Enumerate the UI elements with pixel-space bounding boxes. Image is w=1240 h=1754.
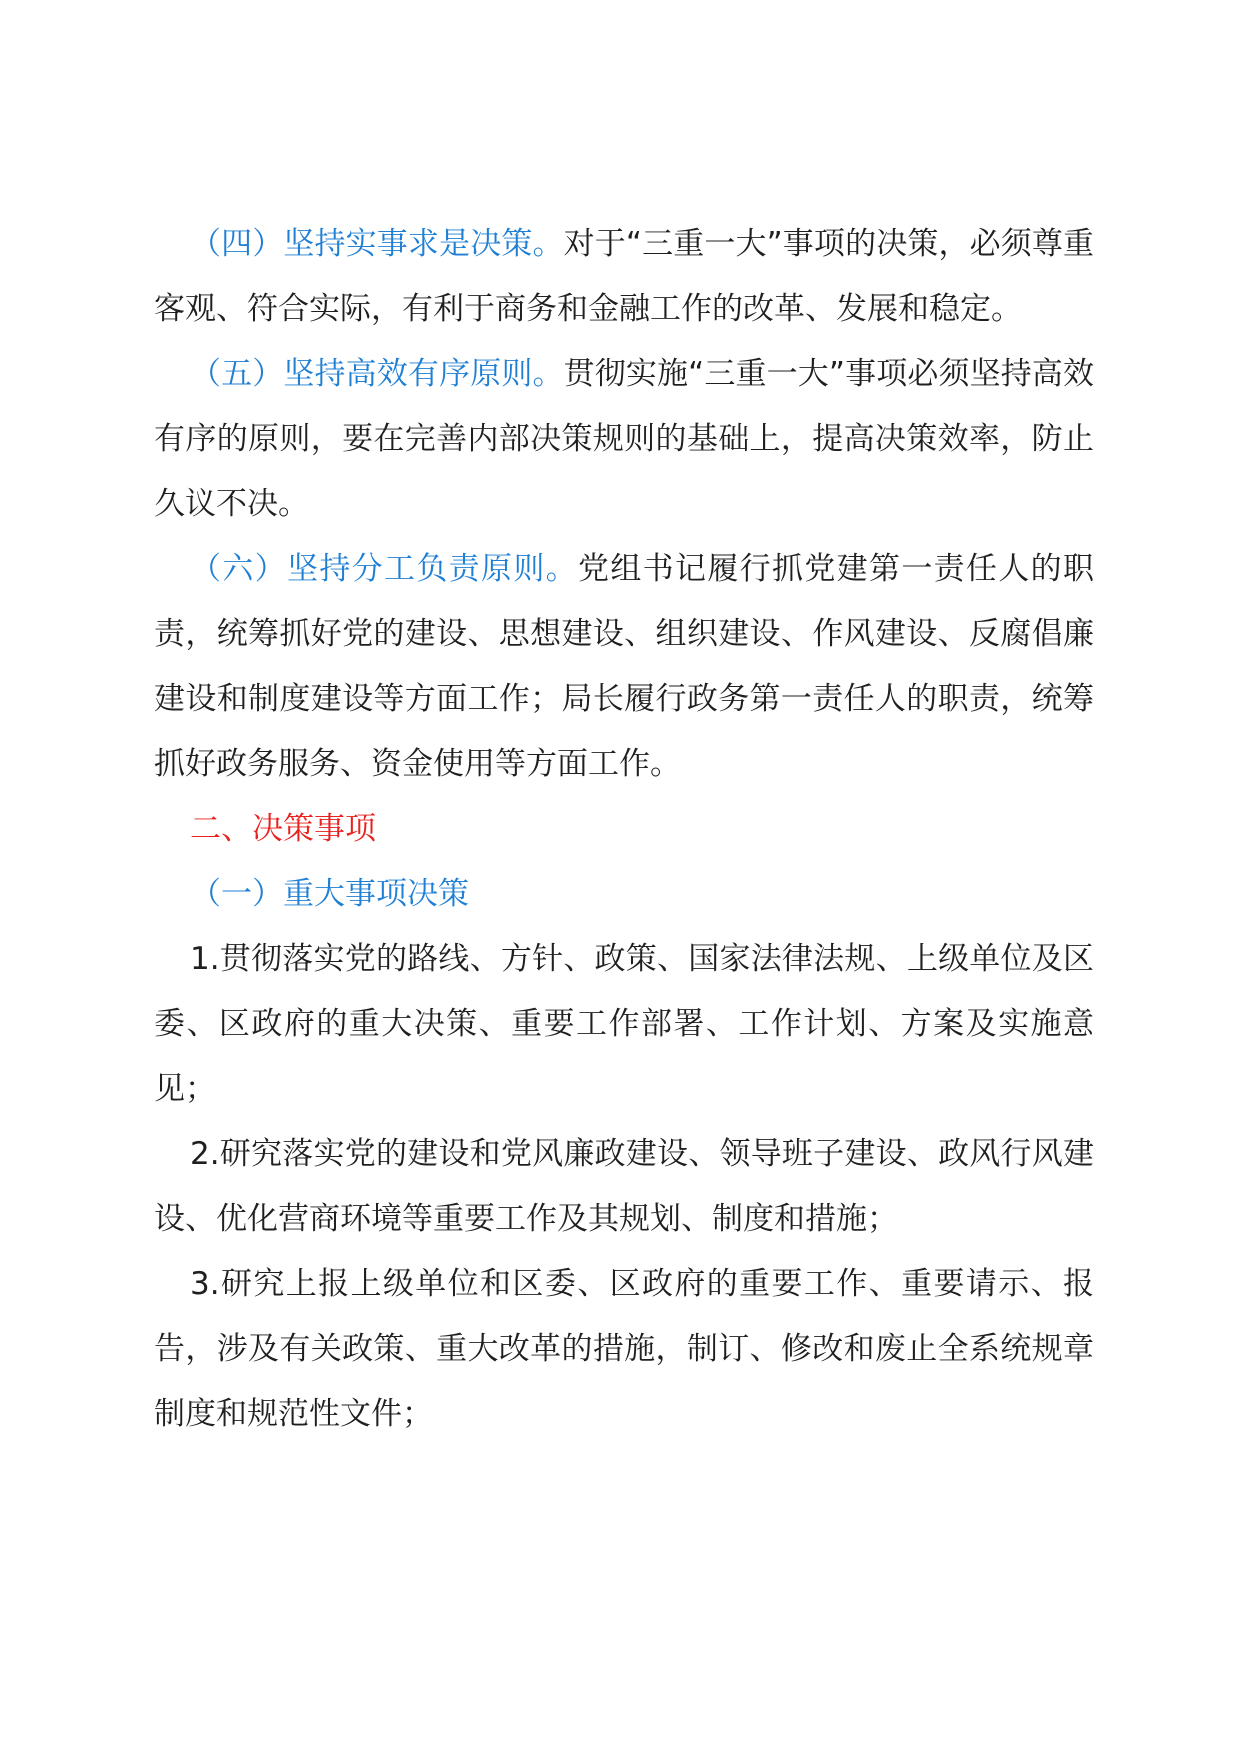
paragraph-lead: （五）坚持高效有序原则。 [190, 356, 564, 392]
document-body [154, 212, 1094, 1447]
paragraph-principle-4 [154, 212, 1094, 342]
sub-heading: （一）重大事项决策 [190, 876, 469, 912]
paragraph-text: 对于“三重一大”事项的决策，必须尊重客观、符合实际，有利于商务和金融工作的改革、发展和稳定。 [154, 226, 1094, 327]
section-heading: 二、决策事项 [190, 811, 376, 847]
list-item-3: 3.研究上报上级单位和区委、区政府的重要工作、重要请示、报告，涉及有关政策、重大改革的措施，制订、修改和废止全系统规章制度和规范性文件； [154, 1266, 1094, 1432]
paragraph-text: 贯彻实施“三重一大”事项必须坚持高效有序的原则，要在完善内部决策规则的基础上，提高决策效率，防止久议不决。 [154, 356, 1094, 522]
list-item-1: 1.贯彻落实党的路线、方针、政策、国家法律法规、上级单位及区委、区政府的重大决策、重要工作部署、工作计划、方案及实施意见； [154, 941, 1094, 1107]
paragraph-principle-5 [154, 342, 1094, 537]
paragraph-text: 党组书记履行抓党建第一责任人的职责，统筹抓好党的建设、思想建设、组织建设、作风建设、反腐倡廉建设和制度建设等方面工作；局长履行政务第一责任人的职责，统筹抓好政务服务、资金使用等方面工作。 [154, 551, 1094, 782]
paragraph-principle-6 [154, 537, 1094, 797]
list-item-2: 2.研究落实党的建设和党风廉政建设、领导班子建设、政风行风建设、优化营商环境等重要工作及其规划、制度和措施； [154, 1136, 1094, 1237]
paragraph-lead: （四）坚持实事求是决策。 [190, 226, 564, 262]
paragraph-lead: （六）坚持分工负责原则。 [190, 551, 578, 587]
